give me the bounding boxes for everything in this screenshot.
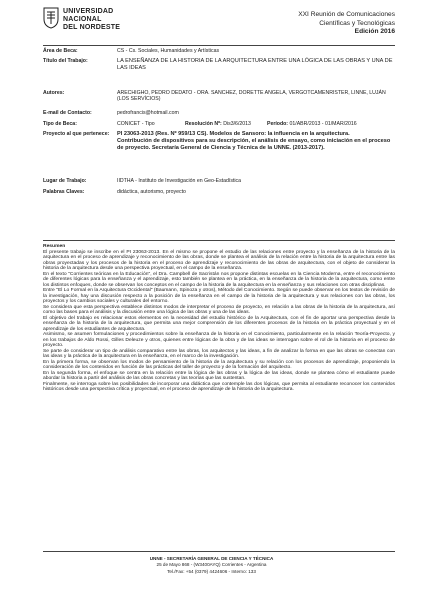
summary-paragraph: Entre "El Lo Formal en la Arquitectura Occidental" (Baumann, Spinoza y otros), Método del Conocimiento. Según se puede observar en los textos de revisión de la investigación, hay una discusión respecto a la posición de la enseñanza en el campo de la historia de la arquitectura y sus relaciones con las obras, los proyectos y los cambios sociales y culturales del entorno. bbox=[43, 288, 395, 305]
metadata-block: Área de Beca: CS - Cs. Sociales, Humanidades y Artísticas Título del Trabajo: LA ENSEÑANZA DE LA HISTORIA DE LA ARQUITECTURA ENTRE UNA LÓGICA DE LAS OBRAS Y UNA DE LAS IDEAS Autores: ARECHIGHO, PEDRO DEDATO - ORA. SANCHEZ, DORETTE ANGELA, VERGOTCAMENRISTER, LINNE, LUJÁN (LOS SERVÍCIOS) E-mail de Contacto: pedrofrancis@hotmail.com Tipo de Beca: CONICET - Tipo Resolución Nº: Dis3/6/2013 Período: 01/ABR/2013 - 01/MAR/2016 Proyecto al que pertenece: PI 23063-2013 (Res. Nº 959/13 CS). Modelos de Sansoro: la influencia en la arquitectura. Contribución de dispositivos para su descripción, el análisis de ensayo, como iniciación en el proceso de proyecto. Secretaría General de Ciencia y Técnica de la UNNE. (2013-2017). Lugar de Trabajo: IIDTHA - Instituto de Investigación en Geo-Estadística Palabras Claves: didáctica, autorismo, proyecto bbox=[43, 48, 393, 195]
summary-divider bbox=[43, 240, 395, 241]
page-footer: UNNE - SECRETARÍA GENERAL DE CIENCIA Y TÉCNICA 25 de Mayo 868 - (W3400AYQ) Corrientes - Argentina Tel./Fax: +54 (0379) 4424606 - Interno: 133 bbox=[149, 556, 274, 574]
university-name: UNIVERSIDAD NACIONAL DEL NORDESTE bbox=[63, 8, 121, 31]
footer-divider bbox=[43, 551, 395, 552]
page-header bbox=[43, 7, 395, 47]
summary-paragraph: En la primera forma, se observan los modos de pensamiento de la historia de la arquitectura y su relación con los procesos de aprendizaje, proponiendo la consideración de los contenidos en función de las prácticas del taller de proyecto y de la formación del arquitecto. bbox=[43, 359, 395, 371]
university-logo-icon bbox=[43, 7, 59, 29]
summary-paragraph: En el texto "Corrientes teóricas en la Educación", el Dra. Campbell de Sacristán nos propone distintas escuelas en la Ciencia Moderna, entre el reconocimiento de diferentes lógicas para la enseñanza y el aprendizaje, esto también se plantea en la práctica, en la enseñanza de la historia de la arquitectura, como entre los distintos enfoques, donde se observan los conceptos en el campo de la historia de la arquitectura en la enseñanza y sus relaciones con otras disciplinas. bbox=[43, 271, 395, 288]
summary-paragraph: Asimismo, se asumen formulaciones y procedimientos sobre la enseñanza de la historia en el Conocimiento, particularmente en la relación Teoría-Proyecto, y en los trabajos de Aldo Rossi, Gilles Deleuze y otros, quienes entre lógicas de la obra y de las ideas se interrogan sobre el rol de la historia en el proceso de proyecto. bbox=[43, 332, 395, 349]
summary-paragraph: Finalmente, se interroga sobre las posibilidades de incorporar una didáctica que contemple las dos lógicas, que permita al estudiante reconocer los contenidos históricos desde una perspectiva crítica y proyectual, en el proceso de aprendizaje de la historia de la arquitectura. bbox=[43, 381, 395, 393]
summary-paragraph: El presente trabajo se inscribe en el PI 23063-2013. En el mismo se propone el estudio de las relaciones entre proyecto y la enseñanza de la historia de la arquitectura en el proceso de aprendizaje y reconocimiento de las obras, donde se plantea el análisis de la relación entre la historia de la arquitectura entre las obras proyectadas y los procesos de la historia en el proceso de aprendizaje y reconocimiento de las obras de arquitectura, con el objeto de considerar la historia de la arquitectura desde una perspectiva proyectual, en el campo de la enseñanza. bbox=[43, 249, 395, 272]
summary-paragraph: En la segunda forma, el enfoque se centra en la relación entre la lógica de las obras y la lógica de las ideas, donde se plantea cómo el estudiante puede abordar la historia a partir del análisis de las obras concretas y las teorías que las sustentan. bbox=[43, 370, 395, 382]
summary-paragraph: El objetivo del trabajo es relacionar estos elementos en la necesidad del estudio histórico de la Arquitectura, con el fin de aportar una perspectiva desde la enseñanza de la historia de la arquitectura, que permita una mejor comprensión de los diferentes procesos de la historia en la práctica proyectual y en el aprendizaje de los estudiantes de arquitectura. bbox=[43, 315, 395, 332]
summary-paragraph: Se parte de considerar un tipo de análisis comparativo entre las obras, los arquitectos y las ideas, a fin de analizar la forma en que las obras se conectan con las ideas y la práctica de la arquitectura en la enseñanza, en el marco de la investigación. bbox=[43, 348, 395, 360]
summary-section bbox=[43, 244, 395, 393]
header-divider bbox=[43, 45, 395, 46]
meeting-title: XXI Reunión de Comunicaciones Científicas y Tecnológicas Edición 2016 bbox=[298, 11, 395, 35]
summary-paragraph: Se considera que esta perspectiva establece distintos modos de interpretar el proceso de proyecto, en relación a las obras de la historia de la arquitectura, así como las bases para el análisis y la discusión entre una lógica de las obras y una de las ideas. bbox=[43, 304, 395, 316]
summary-title: Resumen bbox=[43, 244, 66, 249]
